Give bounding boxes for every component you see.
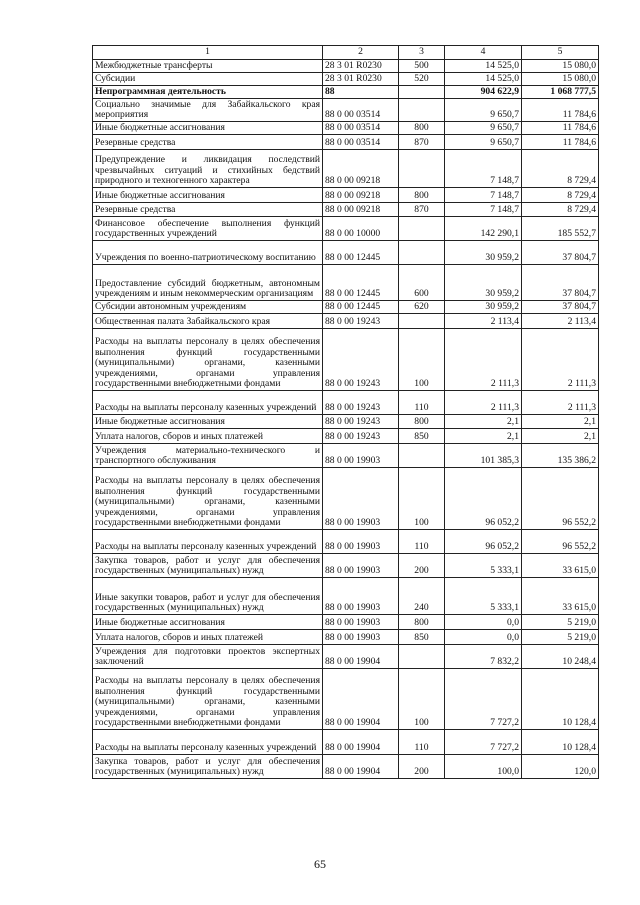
table-row	[93, 730, 599, 755]
row-expense-type-cell: 870	[399, 135, 445, 150]
row-code-cell: 88 0 00 09218	[323, 188, 399, 203]
row-expense-type-cell: 200	[399, 755, 445, 779]
row-code-cell: 88 0 00 10000	[323, 217, 399, 241]
row-name-cell: Учреждения по военно-патриотическому воспитанию	[93, 241, 323, 265]
row-code-cell: 88 0 00 19243	[323, 429, 399, 444]
table-row	[93, 150, 599, 188]
row-expense-type-cell: 110	[399, 530, 445, 554]
table-row	[93, 554, 599, 578]
row-code-cell: 88 0 00 19904	[323, 755, 399, 779]
row-value-2019-cell: 0,0	[445, 615, 522, 630]
row-value-2020-cell: 135 386,2	[522, 444, 599, 468]
row-value-2020-cell: 10 128,4	[522, 669, 599, 730]
table-row	[93, 415, 599, 429]
row-value-2019-cell: 14 525,0	[445, 60, 522, 73]
row-name-cell: Иные бюджетные ассигнования	[93, 188, 323, 203]
row-value-2019-cell: 9 650,7	[445, 122, 522, 135]
header-col-4: 4	[445, 46, 522, 60]
row-value-2020-cell: 8 729,4	[522, 188, 599, 203]
budget-table	[92, 45, 599, 779]
row-expense-type-cell: 800	[399, 415, 445, 429]
row-name-cell: Расходы на выплаты персоналу казенных учреждений	[93, 730, 323, 755]
row-value-2020-cell: 15 080,0	[522, 73, 599, 86]
table-row	[93, 301, 599, 314]
row-name-cell: Социально значимые для Забайкальского края мероприятия	[93, 99, 323, 122]
row-code-cell: 88 0 00 19243	[323, 329, 399, 391]
row-expense-type-cell: 800	[399, 188, 445, 203]
row-expense-type-cell	[399, 150, 445, 188]
row-name-cell: Финансовое обеспечение выполнения функций государственных учреждений	[93, 217, 323, 241]
table-row	[93, 99, 599, 122]
row-value-2020-cell: 1 068 777,5	[522, 86, 599, 99]
row-name-cell: Расходы на выплаты персоналу в целях обеспечения выполнения функций государственными (муниципальными) органами, казенными учреждениями, органами управления государственными внебюджетными фондами	[93, 468, 323, 530]
row-code-cell: 88 0 00 19903	[323, 530, 399, 554]
table-header-row	[93, 46, 599, 60]
row-name-cell: Расходы на выплаты персоналу казенных учреждений	[93, 530, 323, 554]
table-row	[93, 135, 599, 150]
row-value-2019-cell: 2 111,3	[445, 391, 522, 415]
row-expense-type-cell: 100	[399, 669, 445, 730]
row-value-2019-cell: 7 727,2	[445, 730, 522, 755]
row-name-cell: Резервные средства	[93, 203, 323, 217]
header-col-3: 3	[399, 46, 445, 60]
row-value-2020-cell: 2,1	[522, 415, 599, 429]
row-value-2020-cell: 37 804,7	[522, 265, 599, 301]
row-code-cell: 88 0 00 03514	[323, 122, 399, 135]
table-row	[93, 86, 599, 99]
table-row	[93, 265, 599, 301]
row-value-2019-cell: 0,0	[445, 630, 522, 645]
row-expense-type-cell: 100	[399, 329, 445, 391]
row-expense-type-cell	[399, 86, 445, 99]
row-name-cell: Иные бюджетные ассигнования	[93, 122, 323, 135]
row-code-cell: 88 0 00 19903	[323, 554, 399, 578]
row-expense-type-cell: 240	[399, 578, 445, 615]
row-expense-type-cell: 850	[399, 630, 445, 645]
row-value-2019-cell: 9 650,7	[445, 135, 522, 150]
table-row	[93, 578, 599, 615]
row-code-cell: 28 3 01 R0230	[323, 60, 399, 73]
row-value-2020-cell: 96 552,2	[522, 530, 599, 554]
row-value-2020-cell: 37 804,7	[522, 301, 599, 314]
row-value-2020-cell: 2 111,3	[522, 329, 599, 391]
table-row	[93, 755, 599, 779]
page-number: 65	[314, 857, 326, 871]
row-expense-type-cell: 600	[399, 265, 445, 301]
row-expense-type-cell: 110	[399, 730, 445, 755]
row-expense-type-cell	[399, 314, 445, 329]
row-value-2019-cell: 100,0	[445, 755, 522, 779]
row-value-2019-cell: 2 111,3	[445, 329, 522, 391]
row-value-2019-cell: 7 832,2	[445, 645, 522, 669]
row-value-2019-cell: 2 113,4	[445, 314, 522, 329]
table-body	[93, 60, 599, 779]
row-value-2020-cell: 185 552,7	[522, 217, 599, 241]
row-value-2020-cell: 10 248,4	[522, 645, 599, 669]
row-value-2019-cell: 101 385,3	[445, 444, 522, 468]
row-value-2019-cell: 2,1	[445, 429, 522, 444]
table-row	[93, 444, 599, 468]
row-name-cell: Межбюджетные трансферты	[93, 60, 323, 73]
row-value-2019-cell: 96 052,2	[445, 530, 522, 554]
row-code-cell: 88 0 00 12445	[323, 241, 399, 265]
row-value-2020-cell: 33 615,0	[522, 554, 599, 578]
row-expense-type-cell: 110	[399, 391, 445, 415]
row-name-cell: Резервные средства	[93, 135, 323, 150]
row-value-2019-cell: 7 148,7	[445, 203, 522, 217]
row-name-cell: Расходы на выплаты персоналу в целях обеспечения выполнения функций государственными (муниципальными) органами, казенными учреждениями, органами управления государственными внебюджетными фондами	[93, 669, 323, 730]
row-value-2019-cell: 30 959,2	[445, 301, 522, 314]
row-code-cell: 88 0 00 19903	[323, 615, 399, 630]
table-row	[93, 645, 599, 669]
table-row	[93, 530, 599, 554]
row-name-cell: Непрограммная деятельность	[93, 86, 323, 99]
row-value-2019-cell: 7 727,2	[445, 669, 522, 730]
row-code-cell: 88 0 00 19903	[323, 444, 399, 468]
row-expense-type-cell: 850	[399, 429, 445, 444]
row-value-2020-cell: 33 615,0	[522, 578, 599, 615]
table-row	[93, 329, 599, 391]
row-value-2019-cell: 5 333,1	[445, 554, 522, 578]
row-value-2020-cell: 2 113,4	[522, 314, 599, 329]
row-value-2019-cell: 96 052,2	[445, 468, 522, 530]
row-code-cell: 88 0 00 19904	[323, 730, 399, 755]
row-name-cell: Уплата налогов, сборов и иных платежей	[93, 630, 323, 645]
row-expense-type-cell: 870	[399, 203, 445, 217]
row-value-2020-cell: 5 219,0	[522, 615, 599, 630]
row-value-2020-cell: 8 729,4	[522, 150, 599, 188]
row-code-cell: 88 0 00 12445	[323, 301, 399, 314]
row-name-cell: Общественная палата Забайкальского края	[93, 314, 323, 329]
table-row	[93, 217, 599, 241]
header-col-5: 5	[522, 46, 599, 60]
row-expense-type-cell	[399, 99, 445, 122]
row-expense-type-cell: 620	[399, 301, 445, 314]
row-name-cell: Иные бюджетные ассигнования	[93, 615, 323, 630]
row-name-cell: Расходы на выплаты персоналу в целях обеспечения выполнения функций государственными (муниципальными) органами, казенными учреждениями, органами управления государственными внебюджетными фондами	[93, 329, 323, 391]
row-code-cell: 88 0 00 19904	[323, 669, 399, 730]
table-row	[93, 615, 599, 630]
row-value-2020-cell: 2 111,3	[522, 391, 599, 415]
table-row	[93, 391, 599, 415]
row-value-2019-cell: 30 959,2	[445, 241, 522, 265]
row-code-cell: 88 0 00 19243	[323, 391, 399, 415]
row-name-cell: Иные закупки товаров, работ и услуг для обеспечения государственных (муниципальных) нужд	[93, 578, 323, 615]
row-name-cell: Предоставление субсидий бюджетным, автономным учреждениям и иным некоммерческим организациям	[93, 265, 323, 301]
table-row	[93, 60, 599, 73]
row-expense-type-cell	[399, 645, 445, 669]
row-code-cell: 88 0 00 19243	[323, 415, 399, 429]
row-value-2019-cell: 14 525,0	[445, 73, 522, 86]
table-row	[93, 188, 599, 203]
table-row	[93, 669, 599, 730]
row-expense-type-cell	[399, 241, 445, 265]
row-value-2020-cell: 120,0	[522, 755, 599, 779]
row-code-cell: 28 3 01 R0230	[323, 73, 399, 86]
row-value-2020-cell: 11 784,6	[522, 99, 599, 122]
row-code-cell: 88 0 00 19904	[323, 645, 399, 669]
row-code-cell: 88 0 00 19903	[323, 468, 399, 530]
table-row	[93, 73, 599, 86]
row-code-cell: 88 0 00 19243	[323, 314, 399, 329]
row-value-2020-cell: 11 784,6	[522, 135, 599, 150]
row-value-2020-cell: 8 729,4	[522, 203, 599, 217]
row-expense-type-cell: 800	[399, 122, 445, 135]
table-row	[93, 241, 599, 265]
row-code-cell: 88	[323, 86, 399, 99]
row-name-cell: Субсидии	[93, 73, 323, 86]
row-value-2020-cell: 96 552,2	[522, 468, 599, 530]
row-name-cell: Расходы на выплаты персоналу казенных учреждений	[93, 391, 323, 415]
header-col-2: 2	[323, 46, 399, 60]
row-value-2020-cell: 5 219,0	[522, 630, 599, 645]
row-value-2019-cell: 7 148,7	[445, 188, 522, 203]
table-row	[93, 468, 599, 530]
row-value-2020-cell: 2,1	[522, 429, 599, 444]
row-value-2019-cell: 30 959,2	[445, 265, 522, 301]
row-expense-type-cell: 100	[399, 468, 445, 530]
row-code-cell: 88 0 00 19903	[323, 630, 399, 645]
row-value-2019-cell: 2,1	[445, 415, 522, 429]
table-row	[93, 429, 599, 444]
row-code-cell: 88 0 00 03514	[323, 135, 399, 150]
table-row	[93, 203, 599, 217]
row-value-2020-cell: 15 080,0	[522, 60, 599, 73]
row-value-2019-cell: 9 650,7	[445, 99, 522, 122]
row-name-cell: Субсидии автономным учреждениям	[93, 301, 323, 314]
row-value-2019-cell: 7 148,7	[445, 150, 522, 188]
row-code-cell: 88 0 00 09218	[323, 203, 399, 217]
table-row	[93, 314, 599, 329]
table-row	[93, 122, 599, 135]
row-name-cell: Иные бюджетные ассигнования	[93, 415, 323, 429]
row-code-cell: 88 0 00 19903	[323, 578, 399, 615]
row-name-cell: Уплата налогов, сборов и иных платежей	[93, 429, 323, 444]
row-value-2020-cell: 11 784,6	[522, 122, 599, 135]
row-name-cell: Предупреждение и ликвидация последствий чрезвычайных ситуаций и стихийных бедствий природного и техногенного характера	[93, 150, 323, 188]
header-col-1: 1	[93, 46, 323, 60]
row-value-2020-cell: 37 804,7	[522, 241, 599, 265]
row-code-cell: 88 0 00 03514	[323, 99, 399, 122]
row-value-2019-cell: 904 622,9	[445, 86, 522, 99]
row-name-cell: Закупка товаров, работ и услуг для обеспечения государственных (муниципальных) нужд	[93, 755, 323, 779]
row-name-cell: Учреждения для подготовки проектов экспертных заключений	[93, 645, 323, 669]
row-expense-type-cell	[399, 217, 445, 241]
table-row	[93, 630, 599, 645]
row-value-2019-cell: 5 333,1	[445, 578, 522, 615]
row-value-2019-cell: 142 290,1	[445, 217, 522, 241]
row-expense-type-cell: 200	[399, 554, 445, 578]
row-code-cell: 88 0 00 09218	[323, 150, 399, 188]
row-expense-type-cell	[399, 444, 445, 468]
row-name-cell: Закупка товаров, работ и услуг для обеспечения государственных (муниципальных) нужд	[93, 554, 323, 578]
row-expense-type-cell: 520	[399, 73, 445, 86]
row-name-cell: Учреждения материально-технического и транспортного обслуживания	[93, 444, 323, 468]
row-code-cell: 88 0 00 12445	[323, 265, 399, 301]
row-value-2020-cell: 10 128,4	[522, 730, 599, 755]
row-expense-type-cell: 500	[399, 60, 445, 73]
row-expense-type-cell: 800	[399, 615, 445, 630]
